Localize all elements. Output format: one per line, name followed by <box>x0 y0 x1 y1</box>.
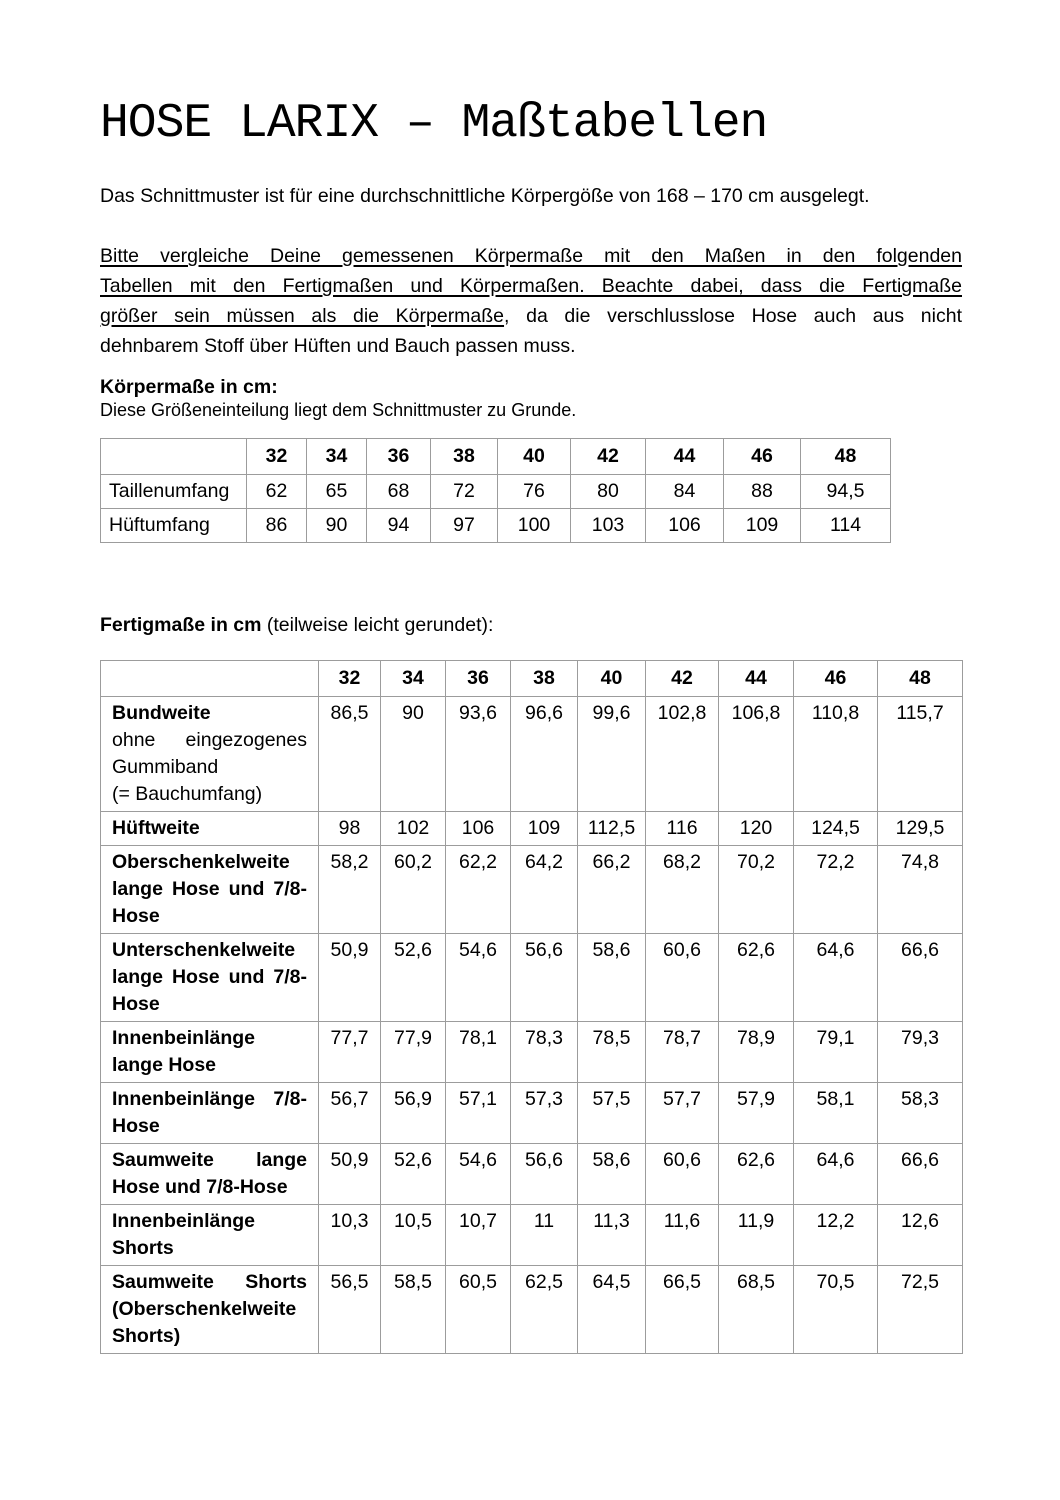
value-cell: 77,9 <box>381 1022 446 1083</box>
notice-plain-text: , da die verschlusslose Hose auch aus nicht <box>504 305 962 327</box>
value-cell: 120 <box>719 812 794 846</box>
table-row <box>101 509 891 543</box>
row-label-cell <box>101 846 319 934</box>
size-header-cell: 48 <box>801 439 891 475</box>
value-cell: 62 <box>247 475 307 509</box>
row-label-cell <box>101 697 319 812</box>
value-cell: 66,5 <box>646 1266 719 1354</box>
value-cell: 56,7 <box>319 1083 381 1144</box>
table-row <box>101 475 891 509</box>
row-label-cell <box>101 1266 319 1354</box>
notice-underlined-text: Tabellen mit den Fertigmaßen und Körpermaßen. Beachte dabei, dass die Fertigmaße <box>100 275 962 297</box>
value-cell: 99,6 <box>578 697 646 812</box>
value-cell: 94 <box>367 509 431 543</box>
size-header-cell: 44 <box>719 661 794 697</box>
table-row <box>101 934 963 1022</box>
size-header-cell: 32 <box>247 439 307 475</box>
row-label-cell <box>101 1083 319 1144</box>
value-cell: 64,2 <box>511 846 578 934</box>
value-cell: 62,6 <box>719 1144 794 1205</box>
notice-line-3 <box>100 301 962 331</box>
value-cell: 65 <box>307 475 367 509</box>
size-header-cell: 38 <box>511 661 578 697</box>
value-cell: 115,7 <box>878 697 963 812</box>
value-cell: 78,1 <box>446 1022 511 1083</box>
table-row <box>101 1205 963 1266</box>
value-cell: 60,6 <box>646 1144 719 1205</box>
value-cell: 64,5 <box>578 1266 646 1354</box>
table-row <box>101 812 963 846</box>
table-row <box>101 1144 963 1205</box>
value-cell: 90 <box>307 509 367 543</box>
row-label-cell <box>101 509 247 543</box>
value-cell: 58,6 <box>578 934 646 1022</box>
row-label-line: ohne eingezogenes Gummiband <box>112 729 307 778</box>
size-header-row <box>101 661 963 697</box>
value-cell: 10,5 <box>381 1205 446 1266</box>
value-cell: 62,6 <box>719 934 794 1022</box>
value-cell: 116 <box>646 812 719 846</box>
value-cell: 62,2 <box>446 846 511 934</box>
value-cell: 110,8 <box>794 697 878 812</box>
value-cell: 62,5 <box>511 1266 578 1354</box>
value-cell: 112,5 <box>578 812 646 846</box>
value-cell: 76 <box>498 475 571 509</box>
value-cell: 12,2 <box>794 1205 878 1266</box>
value-cell: 52,6 <box>381 934 446 1022</box>
value-cell: 109 <box>511 812 578 846</box>
row-label-cell <box>101 1144 319 1205</box>
row-label-line: Hüftweite <box>112 817 200 839</box>
value-cell: 57,1 <box>446 1083 511 1144</box>
corner-cell <box>101 661 319 697</box>
value-cell: 56,6 <box>511 934 578 1022</box>
value-cell: 11,6 <box>646 1205 719 1266</box>
size-header-cell: 34 <box>307 439 367 475</box>
value-cell: 58,2 <box>319 846 381 934</box>
value-cell: 10,7 <box>446 1205 511 1266</box>
table-row <box>101 1022 963 1083</box>
value-cell: 57,7 <box>646 1083 719 1144</box>
size-header-cell: 34 <box>381 661 446 697</box>
value-cell: 129,5 <box>878 812 963 846</box>
notice-line-1 <box>100 241 962 271</box>
value-cell: 66,6 <box>878 1144 963 1205</box>
value-cell: 56,5 <box>319 1266 381 1354</box>
value-cell: 86 <box>247 509 307 543</box>
value-cell: 88 <box>724 475 801 509</box>
value-cell: 54,6 <box>446 934 511 1022</box>
value-cell: 79,1 <box>794 1022 878 1083</box>
notice-plain-text: dehnbarem Stoff über Hüften und Bauch passen muss. <box>100 335 576 357</box>
koerpermasse-table <box>100 438 891 543</box>
size-header-cell: 40 <box>498 439 571 475</box>
row-label-line: Innenbeinlänge 7/8-Hose <box>112 1088 307 1137</box>
value-cell: 103 <box>571 509 646 543</box>
row-label-cell <box>101 812 319 846</box>
table-row <box>101 697 963 812</box>
size-header-cell: 36 <box>367 439 431 475</box>
value-cell: 60,6 <box>646 934 719 1022</box>
size-header-cell: 46 <box>724 439 801 475</box>
value-cell: 74,8 <box>878 846 963 934</box>
row-label-line: Hüftumfang <box>109 514 210 536</box>
value-cell: 102,8 <box>646 697 719 812</box>
size-header-row <box>101 439 891 475</box>
table-row <box>101 1083 963 1144</box>
notice-line-4 <box>100 331 962 361</box>
row-label-line: Saumweite Shorts (Oberschenkelweite Shorts) <box>112 1271 307 1347</box>
notice-line-2 <box>100 271 962 301</box>
size-header-cell: 46 <box>794 661 878 697</box>
value-cell: 70,2 <box>719 846 794 934</box>
value-cell: 68 <box>367 475 431 509</box>
size-header-cell: 44 <box>646 439 724 475</box>
value-cell: 70,5 <box>794 1266 878 1354</box>
row-label-cell <box>101 934 319 1022</box>
value-cell: 10,3 <box>319 1205 381 1266</box>
size-header-cell: 40 <box>578 661 646 697</box>
value-cell: 57,9 <box>719 1083 794 1144</box>
koerpermasse-subheading: Diese Größeneinteilung liegt dem Schnittmuster zu Grunde. <box>100 400 577 420</box>
row-label-line: (= Bauchumfang) <box>112 783 263 805</box>
value-cell: 100 <box>498 509 571 543</box>
fertigmasse-heading-bold: Fertigmaße in cm <box>100 614 262 636</box>
value-cell: 106,8 <box>719 697 794 812</box>
row-label-cell <box>101 1205 319 1266</box>
value-cell: 109 <box>724 509 801 543</box>
value-cell: 78,5 <box>578 1022 646 1083</box>
intro-paragraph: Das Schnittmuster ist für eine durchschnittliche Körpergöße von 168 – 170 cm ausgelegt. <box>100 185 870 207</box>
value-cell: 11,3 <box>578 1205 646 1266</box>
value-cell: 58,6 <box>578 1144 646 1205</box>
value-cell: 54,6 <box>446 1144 511 1205</box>
value-cell: 66,2 <box>578 846 646 934</box>
value-cell: 68,2 <box>646 846 719 934</box>
value-cell: 11 <box>511 1205 578 1266</box>
table-row <box>101 846 963 934</box>
value-cell: 86,5 <box>319 697 381 812</box>
value-cell: 97 <box>431 509 498 543</box>
value-cell: 77,7 <box>319 1022 381 1083</box>
row-label-line: Unterschenkelweite lange Hose und 7/8-Hose <box>112 939 307 1015</box>
value-cell: 72,2 <box>794 846 878 934</box>
value-cell: 58,1 <box>794 1083 878 1144</box>
value-cell: 50,9 <box>319 934 381 1022</box>
value-cell: 94,5 <box>801 475 891 509</box>
row-label-cell <box>101 1022 319 1083</box>
fertigmasse-heading <box>100 613 962 637</box>
value-cell: 78,7 <box>646 1022 719 1083</box>
value-cell: 58,3 <box>878 1083 963 1144</box>
value-cell: 124,5 <box>794 812 878 846</box>
value-cell: 12,6 <box>878 1205 963 1266</box>
size-header-cell: 42 <box>646 661 719 697</box>
size-header-cell: 32 <box>319 661 381 697</box>
row-label-line: Innenbeinlänge lange Hose <box>112 1027 256 1076</box>
value-cell: 78,3 <box>511 1022 578 1083</box>
value-cell: 57,3 <box>511 1083 578 1144</box>
row-label-line: Innenbeinlänge Shorts <box>112 1210 256 1259</box>
value-cell: 50,9 <box>319 1144 381 1205</box>
value-cell: 60,5 <box>446 1266 511 1354</box>
value-cell: 72,5 <box>878 1266 963 1354</box>
value-cell: 90 <box>381 697 446 812</box>
value-cell: 78,9 <box>719 1022 794 1083</box>
value-cell: 114 <box>801 509 891 543</box>
value-cell: 52,6 <box>381 1144 446 1205</box>
value-cell: 11,9 <box>719 1205 794 1266</box>
value-cell: 106 <box>446 812 511 846</box>
notice-underlined-text: größer sein müssen als die Körpermaße <box>100 305 505 327</box>
row-label-line: Taillenumfang <box>109 480 230 502</box>
value-cell: 57,5 <box>578 1083 646 1144</box>
size-header-cell: 38 <box>431 439 498 475</box>
row-label-line: Oberschenkelweite lange Hose und 7/8-Hose <box>112 851 307 927</box>
value-cell: 80 <box>571 475 646 509</box>
value-cell: 64,6 <box>794 934 878 1022</box>
page-title: HOSE LARIX – Maßtabellen <box>100 97 768 151</box>
size-header-cell: 48 <box>878 661 963 697</box>
row-label-cell <box>101 475 247 509</box>
value-cell: 72 <box>431 475 498 509</box>
value-cell: 93,6 <box>446 697 511 812</box>
value-cell: 56,9 <box>381 1083 446 1144</box>
notice-paragraph <box>100 241 962 361</box>
value-cell: 98 <box>319 812 381 846</box>
row-label-line: Bundweite <box>112 702 211 724</box>
value-cell: 102 <box>381 812 446 846</box>
value-cell: 96,6 <box>511 697 578 812</box>
size-header-cell: 42 <box>571 439 646 475</box>
value-cell: 79,3 <box>878 1022 963 1083</box>
corner-cell <box>101 439 247 475</box>
value-cell: 58,5 <box>381 1266 446 1354</box>
table-row <box>101 1266 963 1354</box>
value-cell: 84 <box>646 475 724 509</box>
fertigmasse-table <box>100 660 963 1354</box>
value-cell: 66,6 <box>878 934 963 1022</box>
value-cell: 68,5 <box>719 1266 794 1354</box>
fertigmasse-heading-rest: (teilweise leicht gerundet): <box>261 614 494 636</box>
koerpermasse-heading: Körpermaße in cm: <box>100 376 278 398</box>
value-cell: 60,2 <box>381 846 446 934</box>
row-label-line: Saumweite lange Hose und 7/8-Hose <box>112 1149 307 1198</box>
size-header-cell: 36 <box>446 661 511 697</box>
notice-underlined-text: Bitte vergleiche Deine gemessenen Körpermaße mit den Maßen in den folgenden <box>100 245 962 267</box>
value-cell: 56,6 <box>511 1144 578 1205</box>
value-cell: 106 <box>646 509 724 543</box>
value-cell: 64,6 <box>794 1144 878 1205</box>
